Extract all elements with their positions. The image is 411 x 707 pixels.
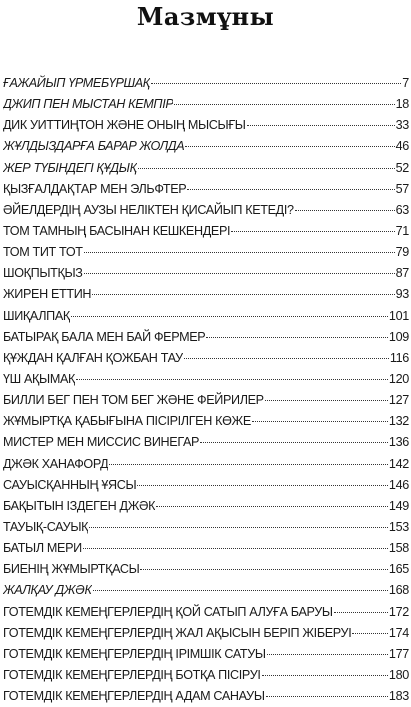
dot-leader bbox=[76, 379, 388, 380]
toc-entry bbox=[3, 369, 409, 390]
dot-leader bbox=[334, 612, 388, 613]
table-of-contents bbox=[3, 73, 409, 707]
toc-entry-title: ДЖИП ПЕН МЫСТАН КЕМПІР bbox=[3, 97, 174, 112]
toc-entry-title: ГОТЕМДІК КЕМЕҢГЕРЛЕРДІҢ ҚОЙ САТЫП АЛУҒА БАРУЫ bbox=[3, 604, 333, 619]
dot-leader bbox=[109, 464, 388, 465]
toc-entry-title: ШИҚАЛПАҚ bbox=[3, 308, 70, 323]
dot-leader bbox=[252, 421, 388, 422]
toc-entry-title: ҚҰЖДАН ҚАЛҒАН ҚОЖБАН ТАУ bbox=[3, 350, 183, 365]
toc-entry-title: ЖҰЛДЫЗДАРҒА БАРАР ЖОЛДА bbox=[3, 139, 185, 154]
toc-entry bbox=[3, 623, 409, 644]
toc-entry-page-number: 120 bbox=[388, 371, 409, 386]
toc-entry-title: ГОТЕМДІК КЕМЕҢГЕРЛЕРДІҢ ІРІМШІК САТУЫ bbox=[3, 646, 266, 661]
toc-entry-title: ҚЫЗҒАЛДАҚТАР МЕН ЭЛЬФТЕР bbox=[3, 181, 187, 196]
toc-entry-page-number: 79 bbox=[395, 245, 409, 260]
toc-entry-title: ГОТЕМДІК КЕМЕҢГЕРЛЕРДІҢ ЖАЛ АҚЫСЫН БЕРІП ЖІБЕРУІ bbox=[3, 625, 352, 640]
toc-entry-title: ЖЕР ТҮБІНДЕГІ ҚҰДЫҚ bbox=[3, 160, 137, 175]
toc-entry bbox=[3, 348, 409, 369]
toc-entry-page-number: 165 bbox=[388, 562, 409, 577]
dot-leader bbox=[266, 696, 388, 697]
toc-entry bbox=[3, 665, 409, 686]
toc-entry-page-number: 153 bbox=[388, 519, 409, 534]
dot-leader bbox=[267, 654, 388, 655]
toc-entry bbox=[3, 158, 409, 179]
toc-entry-title: САУЫСҚАННЫҢ ҰЯСЫ bbox=[3, 477, 137, 492]
dot-leader bbox=[84, 252, 395, 253]
toc-entry bbox=[3, 580, 409, 601]
toc-entry-page-number: 183 bbox=[388, 689, 409, 704]
dot-leader bbox=[137, 485, 388, 486]
toc-entry-page-number: 158 bbox=[388, 541, 409, 556]
toc-entry-page-number: 109 bbox=[388, 329, 409, 344]
toc-entry-page-number: 127 bbox=[388, 393, 409, 408]
toc-entry-page-number: 136 bbox=[388, 435, 409, 450]
toc-entry bbox=[3, 475, 409, 496]
toc-entry-page-number: 63 bbox=[395, 202, 409, 217]
toc-entry bbox=[3, 73, 409, 94]
toc-entry-page-number: 87 bbox=[395, 266, 409, 281]
dot-leader bbox=[262, 675, 388, 676]
toc-entry bbox=[3, 221, 409, 242]
dot-leader bbox=[174, 104, 394, 105]
dot-leader bbox=[200, 442, 388, 443]
dot-leader bbox=[265, 400, 388, 401]
toc-entry bbox=[3, 284, 409, 305]
toc-entry-title: ҒАЖАЙЫП ҮРМЕБҮРШАҚ bbox=[3, 76, 150, 90]
dot-leader bbox=[231, 231, 394, 232]
toc-entry-title: ШОҚПЫТҚЫЗ bbox=[3, 266, 83, 281]
toc-entry-title: БАТЫЛ МЕРИ bbox=[3, 541, 82, 556]
toc-entry-page-number: 172 bbox=[388, 604, 409, 619]
toc-entry-title: БИЕНІҢ ЖҰМЫРТҚАСЫ bbox=[3, 562, 140, 577]
toc-entry-page-number: 7 bbox=[402, 76, 409, 90]
toc-entry-title: ЖҰМЫРТҚА ҚАБЫҒЫНА ПІСІРІЛГЕН КӨЖЕ bbox=[3, 414, 251, 429]
dot-leader bbox=[84, 273, 395, 274]
toc-entry-page-number: 33 bbox=[395, 118, 409, 133]
toc-entry bbox=[3, 517, 409, 538]
toc-entry-page-number: 142 bbox=[388, 456, 409, 471]
toc-entry bbox=[3, 538, 409, 559]
dot-leader bbox=[187, 189, 394, 190]
toc-entry bbox=[3, 200, 409, 221]
toc-entry bbox=[3, 496, 409, 517]
toc-entry-title: ДИК УИТТИҢТОН ЖӘНЕ ОНЫҢ МЫСЫҒЫ bbox=[3, 118, 246, 133]
toc-entry-title: БАТЫРАҚ БАЛА МЕН БАЙ ФЕРМЕР bbox=[3, 329, 206, 344]
toc-entry bbox=[3, 179, 409, 200]
dot-leader bbox=[247, 125, 395, 126]
toc-entry-page-number: 168 bbox=[388, 583, 409, 598]
toc-entry-title: ӘЙЕЛДЕРДІҢ АУЗЫ НЕЛІКТЕН ҚИСАЙЫП КЕТЕДІ? bbox=[3, 202, 294, 217]
toc-entry-page-number: 101 bbox=[388, 308, 409, 323]
toc-entry-title: ДЖӘК ХАНАФОРД bbox=[3, 456, 109, 471]
toc-entry-title: МИСТЕР МЕН МИССИС ВИНЕГАР bbox=[3, 435, 200, 450]
toc-entry-title: БИЛЛИ БЕГ ПЕН ТОМ БЕГ ЖӘНЕ ФЕЙРИЛЕР bbox=[3, 393, 264, 408]
toc-entry-title: ГОТЕМДІК КЕМЕҢГЕРЛЕРДІҢ БОТҚА ПІСІРУІ bbox=[3, 667, 261, 682]
dot-leader bbox=[151, 83, 401, 84]
toc-entry bbox=[3, 327, 409, 348]
toc-entry bbox=[3, 411, 409, 432]
toc-entry-title: БАҚЫТЫН ІЗДЕГЕН ДЖӘК bbox=[3, 498, 156, 513]
toc-entry-page-number: 149 bbox=[388, 498, 409, 513]
toc-entry-title: ҮШ АҚЫМАҚ bbox=[3, 371, 76, 386]
toc-entry bbox=[3, 686, 409, 707]
dot-leader bbox=[83, 548, 388, 549]
dot-leader bbox=[138, 168, 395, 169]
dot-leader bbox=[352, 633, 388, 634]
page-title: Мазмұны bbox=[136, 2, 275, 31]
toc-entry bbox=[3, 559, 409, 580]
toc-entry-title: ТОМ ТАМНЫҢ БАСЫНАН КЕШКЕНДЕРІ bbox=[3, 223, 231, 238]
toc-entry-title: ТОМ ТИТ ТОТ bbox=[3, 245, 83, 260]
dot-leader bbox=[89, 527, 388, 528]
dot-leader bbox=[185, 146, 394, 147]
toc-entry bbox=[3, 263, 409, 284]
toc-entry-title: ЖАЛҚАУ ДЖӘК bbox=[3, 583, 92, 598]
toc-entry bbox=[3, 454, 409, 475]
toc-entry bbox=[3, 136, 409, 157]
dot-leader bbox=[92, 294, 394, 295]
toc-entry-title: ТАУЫҚ-САУЫҚ bbox=[3, 519, 89, 534]
toc-entry-page-number: 177 bbox=[388, 646, 409, 661]
dot-leader bbox=[295, 210, 395, 211]
toc-entry-page-number: 52 bbox=[395, 160, 409, 175]
toc-entry-page-number: 18 bbox=[395, 97, 409, 112]
toc-entry-page-number: 132 bbox=[388, 414, 409, 429]
dot-leader bbox=[140, 569, 387, 570]
dot-leader bbox=[156, 506, 388, 507]
dot-leader bbox=[184, 358, 389, 359]
toc-entry-page-number: 93 bbox=[395, 287, 409, 302]
toc-entry-title: ЖИРЕН ЕТТИН bbox=[3, 287, 92, 302]
toc-entry-page-number: 180 bbox=[388, 667, 409, 682]
toc-entry bbox=[3, 115, 409, 136]
dot-leader bbox=[206, 337, 388, 338]
toc-entry-page-number: 46 bbox=[395, 139, 409, 154]
dot-leader bbox=[71, 316, 388, 317]
dot-leader bbox=[93, 590, 388, 591]
toc-entry bbox=[3, 432, 409, 453]
toc-entry-page-number: 174 bbox=[388, 625, 409, 640]
toc-entry-page-number: 71 bbox=[395, 223, 409, 238]
toc-entry bbox=[3, 644, 409, 665]
toc-entry bbox=[3, 602, 409, 623]
toc-entry bbox=[3, 306, 409, 327]
toc-entry-title: ГОТЕМДІК КЕМЕҢГЕРЛЕРДІҢ АДАМ САНАУЫ bbox=[3, 689, 265, 704]
toc-entry bbox=[3, 390, 409, 411]
toc-entry-page-number: 146 bbox=[388, 477, 409, 492]
toc-entry-page-number: 57 bbox=[395, 181, 409, 196]
toc-entry bbox=[3, 242, 409, 263]
toc-entry-page-number: 116 bbox=[389, 350, 409, 365]
toc-entry bbox=[3, 94, 409, 115]
